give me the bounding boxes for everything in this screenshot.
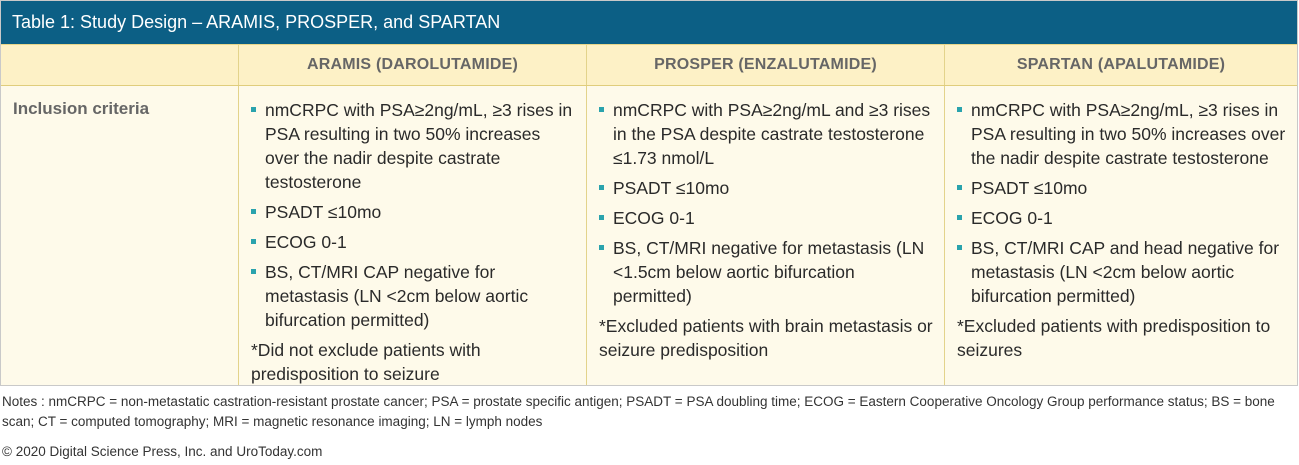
row-label: Inclusion criteria	[13, 99, 150, 118]
bullet-icon	[599, 185, 604, 190]
copyright: © 2020 Digital Science Press, Inc. and UroToday.com	[2, 444, 323, 459]
list-item: BS, CT/MRI negative for metastasis (LN <1.5cm below aortic bifurcation permitted)	[599, 236, 934, 308]
aramis-note: *Did not exclude patients with predisposition to seizure	[251, 340, 481, 384]
bullet-icon	[957, 245, 962, 250]
bullet-icon	[957, 215, 962, 220]
bullet-icon	[957, 107, 962, 112]
bullet-icon	[599, 107, 604, 112]
list-item: nmCRPC with PSA≥2ng/mL and ≥3 rises in the PSA despite castrate testosterone ≤1.73 nmol/L	[599, 98, 934, 170]
bullet-icon	[251, 239, 256, 244]
bullet-icon	[251, 209, 256, 214]
list-item: PSADT ≤10mo	[251, 200, 576, 224]
header-prosper: PROSPER (ENZALUTAMIDE)	[586, 45, 944, 85]
aramis-criteria-cell	[238, 86, 586, 385]
table-header-row	[1, 44, 1297, 86]
header-aramis: ARAMIS (DAROLUTAMIDE)	[238, 45, 586, 85]
list-item: PSADT ≤10mo	[957, 176, 1287, 200]
list-item: PSADT ≤10mo	[599, 176, 934, 200]
list-item: nmCRPC with PSA≥2ng/mL, ≥3 rises in PSA resulting in two 50% increases over the nadir despite castrate testosterone	[957, 98, 1287, 170]
list-item: ECOG 0-1	[957, 206, 1287, 230]
list-item: BS, CT/MRI CAP negative for metastasis (LN <2cm below aortic bifurcation permitted)	[251, 260, 576, 332]
prosper-criteria-cell	[586, 86, 944, 385]
prosper-criteria-list	[599, 98, 934, 308]
table-title: Table 1: Study Design – ARAMIS, PROSPER, and SPARTAN	[1, 1, 1297, 44]
prosper-note: *Excluded patients with brain metastasis or seizure predisposition	[599, 316, 933, 360]
bullet-icon	[251, 107, 256, 112]
list-item: BS, CT/MRI CAP and head negative for metastasis (LN <2cm below aortic bifurcation permitted)	[957, 236, 1287, 308]
bullet-icon	[251, 269, 256, 274]
list-item: ECOG 0-1	[251, 230, 576, 254]
header-spartan: SPARTAN (APALUTAMIDE)	[944, 45, 1297, 85]
inclusion-criteria-row	[1, 86, 1297, 385]
spartan-note: *Excluded patients with predisposition to seizures	[957, 316, 1271, 360]
aramis-criteria-list	[251, 98, 576, 332]
bullet-icon	[599, 215, 604, 220]
spartan-criteria-cell	[944, 86, 1297, 385]
header-cell-empty	[1, 45, 238, 85]
list-item: ECOG 0-1	[599, 206, 934, 230]
bullet-icon	[957, 185, 962, 190]
table-notes: Notes : nmCRPC = non-metastatic castration-resistant prostate cancer; PSA = prostate specific antigen; PSADT = PSA doubling time; ECOG = Eastern Cooperative Oncology Group performance status; BS = bone scan; CT = computed tomography; MRI = magnetic resonance imaging; LN = lymph nodes	[2, 394, 1275, 429]
list-item: nmCRPC with PSA≥2ng/mL, ≥3 rises in PSA resulting in two 50% increases over the nadir despite castrate testosterone	[251, 98, 576, 194]
bullet-icon	[599, 245, 604, 250]
spartan-criteria-list	[957, 98, 1287, 308]
